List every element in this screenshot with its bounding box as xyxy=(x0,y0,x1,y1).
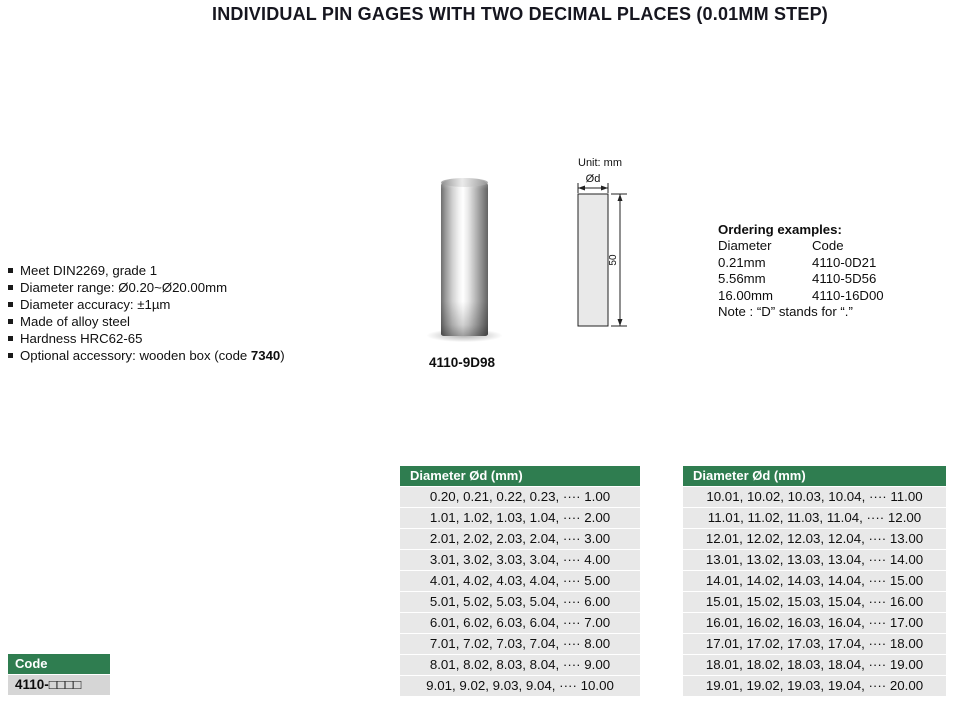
diameter-table-right xyxy=(683,466,946,697)
feature-item xyxy=(8,262,285,279)
ordering-col-diameter: Diameter xyxy=(718,238,772,254)
table-row: 19.01, 19.02, 19.03, 19.04, ···· 20.00 xyxy=(683,676,946,696)
table-row: 3.01, 3.02, 3.03, 3.04, ···· 4.00 xyxy=(400,550,640,570)
ordering-examples xyxy=(718,222,953,320)
ordering-col-code: Code xyxy=(812,238,844,254)
table-row: 15.01, 15.02, 15.03, 15.04, ···· 16.00 xyxy=(683,592,946,612)
feature-optional-suffix: ) xyxy=(280,348,285,363)
bullet-square-icon xyxy=(8,285,13,290)
feature-optional-code: 7340 xyxy=(250,348,281,363)
table-row: 4.01, 4.02, 4.03, 4.04, ···· 5.00 xyxy=(400,571,640,591)
drawing-unit-label: Unit: mm xyxy=(578,157,622,169)
ordering-diameter: 5.56mm xyxy=(718,271,766,287)
table-row: 5.01, 5.02, 5.03, 5.04, ···· 6.00 xyxy=(400,592,640,612)
table-row: 13.01, 13.02, 13.03, 13.04, ···· 14.00 xyxy=(683,550,946,570)
feature-item xyxy=(8,279,285,296)
feature-text: Diameter range: Ø0.20~Ø20.00mm xyxy=(20,280,228,295)
bullet-square-icon xyxy=(8,353,13,358)
table-header: Diameter Ød (mm) xyxy=(683,466,946,486)
feature-text xyxy=(20,347,285,364)
table-row: 18.01, 18.02, 18.03, 18.04, ···· 19.00 xyxy=(683,655,946,675)
bullet-square-icon xyxy=(8,302,13,307)
ordering-note: Note : “D” stands for “.” xyxy=(718,304,853,320)
feature-list xyxy=(8,262,285,364)
feature-item xyxy=(8,313,285,330)
table-row: 12.01, 12.02, 12.03, 12.04, ···· 13.00 xyxy=(683,529,946,549)
table-row: 9.01, 9.02, 9.03, 9.04, ···· 10.00 xyxy=(400,676,640,696)
pin-rod xyxy=(441,178,488,336)
table-header: Diameter Ød (mm) xyxy=(400,466,640,486)
feature-text: Diameter accuracy: ±1µm xyxy=(20,297,171,312)
table-row: 7.01, 7.02, 7.03, 7.04, ···· 8.00 xyxy=(400,634,640,654)
diameter-table-left xyxy=(400,466,640,697)
table-row: 17.01, 17.02, 17.03, 17.04, ···· 18.00 xyxy=(683,634,946,654)
table-row: 11.01, 11.02, 11.03, 11.04, ···· 12.00 xyxy=(683,508,946,528)
feature-optional-prefix: Optional accessory: wooden box (code xyxy=(20,348,251,363)
pin-gage-image xyxy=(441,178,488,336)
table-row: 8.01, 8.02, 8.03, 8.04, ···· 9.00 xyxy=(400,655,640,675)
drawing-height-label: 50 xyxy=(608,254,619,266)
arrowhead-icon xyxy=(618,194,623,201)
table-row: 10.01, 10.02, 10.03, 10.04, ···· 11.00 xyxy=(683,487,946,507)
feature-text: Meet DIN2269, grade 1 xyxy=(20,263,158,278)
code-block-header: Code xyxy=(8,654,110,674)
table-row: 2.01, 2.02, 2.03, 2.04, ···· 3.00 xyxy=(400,529,640,549)
ordering-diameter: 16.00mm xyxy=(718,287,773,303)
feature-text: Made of alloy steel xyxy=(20,314,130,329)
code-block xyxy=(8,654,110,695)
technical-drawing xyxy=(556,152,686,342)
pin-outline-rect xyxy=(578,194,608,326)
table-row: 14.01, 14.02, 14.03, 14.04, ···· 15.00 xyxy=(683,571,946,591)
feature-item xyxy=(8,330,285,347)
ordering-diameter: 0.21mm xyxy=(718,254,766,270)
table-row: 6.01, 6.02, 6.03, 6.04, ···· 7.00 xyxy=(400,613,640,633)
ordering-code: 4110-16D00 xyxy=(812,287,884,303)
bullet-square-icon xyxy=(8,336,13,341)
bullet-square-icon xyxy=(8,319,13,324)
page-title: INDIVIDUAL PIN GAGES WITH TWO DECIMAL PLACES (0.01MM STEP) xyxy=(212,4,828,24)
feature-item xyxy=(8,347,285,364)
arrowhead-icon xyxy=(578,186,585,191)
table-row: 1.01, 1.02, 1.03, 1.04, ···· 2.00 xyxy=(400,508,640,528)
ordering-code: 4110-5D56 xyxy=(812,271,877,287)
table-row: 0.20, 0.21, 0.22, 0.23, ···· 1.00 xyxy=(400,487,640,507)
drawing-diameter-label: Ød xyxy=(585,173,601,185)
product-model: 4110-9D98 xyxy=(429,355,496,370)
ordering-title: Ordering examples: xyxy=(718,222,842,237)
feature-item xyxy=(8,296,285,313)
ordering-code: 4110-0D21 xyxy=(812,254,877,270)
arrowhead-icon xyxy=(618,319,623,326)
code-block-value: 4110-□□□□ xyxy=(8,675,110,695)
ordering-grid xyxy=(718,238,953,304)
bullet-square-icon xyxy=(8,268,13,273)
table-row: 16.01, 16.02, 16.03, 16.04, ···· 17.00 xyxy=(683,613,946,633)
feature-text: Hardness HRC62-65 xyxy=(20,331,143,346)
arrowhead-icon xyxy=(601,186,608,191)
